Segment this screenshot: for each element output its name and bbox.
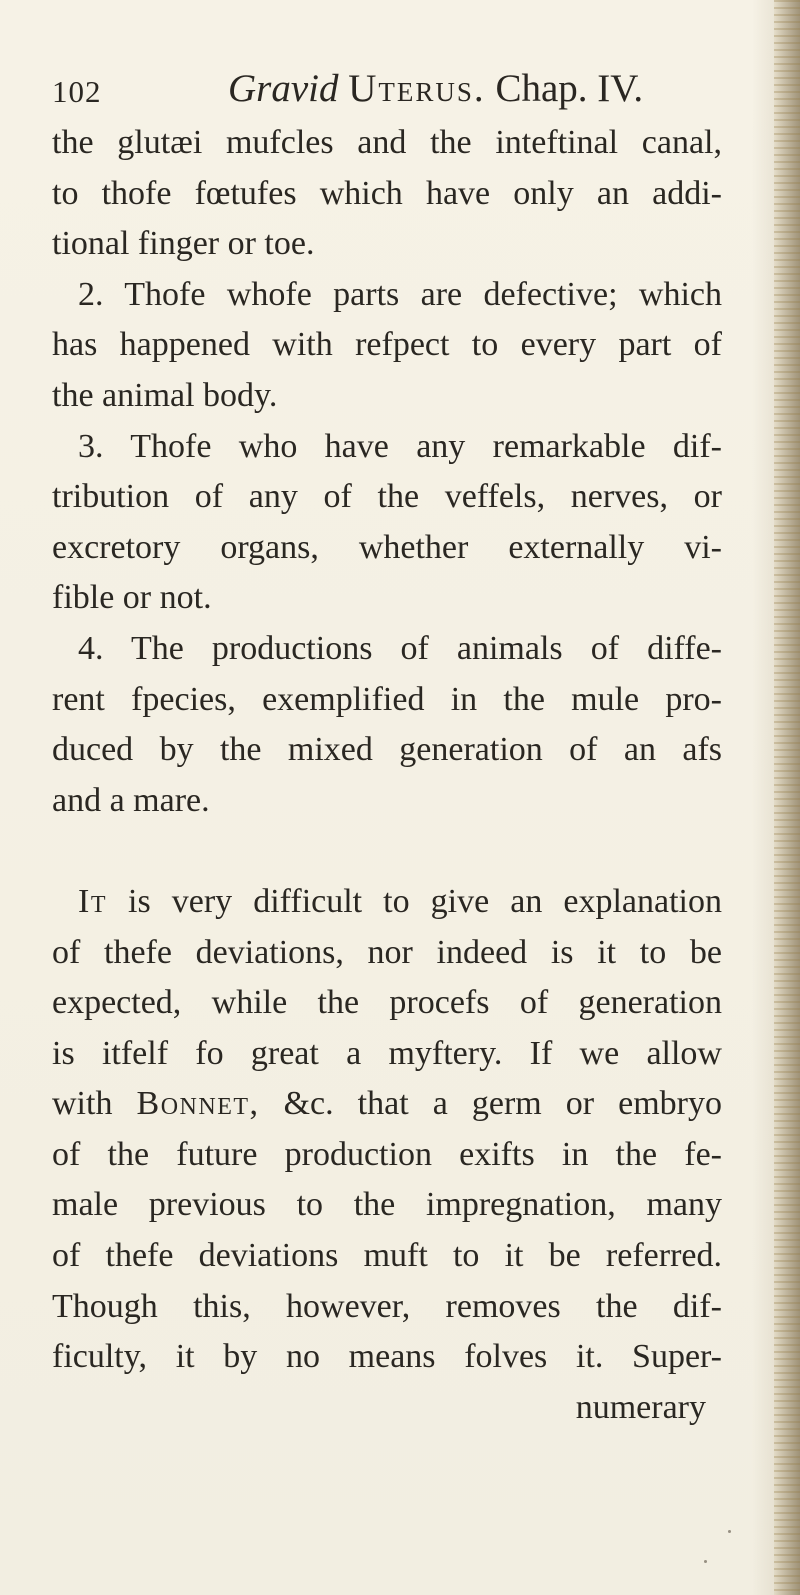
paragraph-deviations: [52, 877, 722, 1434]
text-line: to thofe fœtufes which have only an addi-: [52, 174, 722, 212]
text-line: ficulty, it by no means folves it. Super-: [52, 1338, 722, 1376]
page-header: [52, 66, 732, 126]
text-line: excretory organs, whether externally vi-: [52, 528, 722, 566]
catchword: numerary: [575, 1388, 706, 1426]
ink-speck: [704, 1560, 707, 1563]
text-line-content: is very difficult to give an explanation: [128, 882, 722, 920]
text-line: Though this, however, removes the dif-: [52, 1287, 722, 1325]
running-head: [228, 66, 643, 111]
text-line: expected, while the procefs of generation: [52, 984, 722, 1022]
running-head-uterus: Uterus.: [348, 67, 486, 110]
drop-word: It: [78, 882, 107, 920]
text-line: the glutæi mufcles and the inteftinal canal,: [52, 124, 722, 161]
text-line: rent fpecies, exemplified in the mule pro-: [52, 680, 722, 718]
text-line: tional finger or toe.: [52, 225, 315, 263]
text-line: the animal body.: [52, 376, 278, 414]
text-line: 2. Thofe whofe parts are defective; which: [78, 275, 722, 313]
text-line: is itfelf fo great a myftery. If we allow: [52, 1034, 722, 1072]
text-line: duced by the mixed generation of an afs: [52, 731, 722, 769]
text-line: [52, 1079, 722, 1130]
page-number: 102: [52, 74, 102, 109]
text-line: of thefe deviations, nor indeed is it to be: [52, 933, 722, 971]
author-name-bonnet: Bonnet,: [136, 1085, 260, 1123]
text-line: fible or not.: [52, 579, 212, 617]
text-line-content: with: [52, 1085, 113, 1123]
running-head-gravid: Gravid: [228, 67, 339, 110]
text-line: [52, 877, 722, 928]
ink-speck: [728, 1530, 731, 1533]
enumerated-list: [52, 118, 722, 826]
body-text: [52, 118, 722, 1433]
running-head-chapter: Chap. IV.: [495, 67, 644, 110]
text-line: has happened with refpect to every part of: [52, 326, 722, 364]
paragraph-gap: [52, 826, 722, 877]
text-line: 3. Thofe who have any remarkable dif-: [78, 427, 722, 465]
text-line: male previous to the impregnation, many: [52, 1186, 722, 1224]
text-line: and a mare.: [52, 781, 210, 819]
text-line: of the future production exifts in the fe-: [52, 1135, 722, 1173]
page-edge-binding: [774, 0, 800, 1595]
text-line: 4. The productions of animals of diffe-: [78, 629, 722, 667]
text-line: of thefe deviations muft to it be referred.: [52, 1237, 722, 1275]
text-line: tribution of any of the veffels, nerves, or: [52, 478, 722, 516]
text-line-content: &c. that a germ or embryo: [283, 1085, 723, 1123]
